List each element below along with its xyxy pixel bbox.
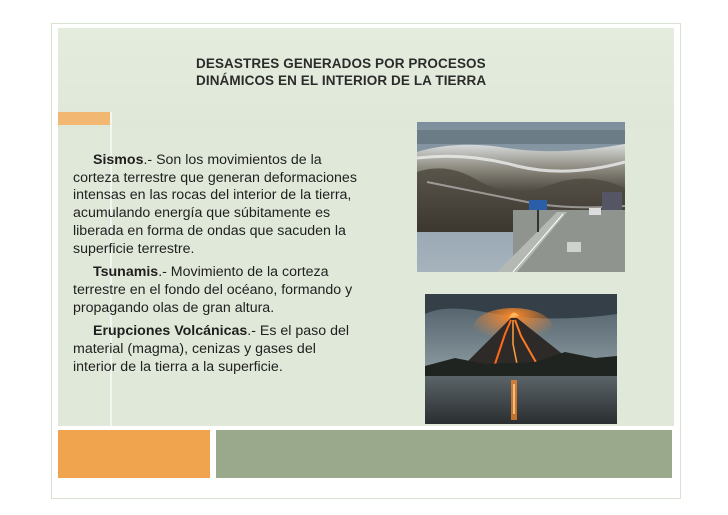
erupciones-line-3: interior de la tierra a la superficie.	[73, 358, 283, 375]
section-tsunamis	[73, 264, 418, 317]
sismos-line-3: intensas en las rocas del interior de la tierra,	[73, 187, 352, 204]
sismos-line-1: .- Son los movimientos de la	[143, 152, 322, 168]
erupciones-line-2: material (magma), cenizas y gases del	[73, 341, 316, 358]
body-text	[73, 152, 418, 382]
section-erupciones	[73, 323, 418, 376]
tsunamis-line-2: terrestre en el fondo del océano, formando y	[73, 281, 353, 298]
sismos-line-4: acumulando energía que súbitamente es	[73, 205, 331, 222]
term-sismos: Sismos	[93, 152, 144, 168]
sismos-line-2: corteza terrestre que generan deformaciones	[73, 169, 357, 186]
tsunami-illustration	[417, 122, 625, 272]
title-line-1: DESASTRES GENERADOS POR PROCESOS	[196, 56, 486, 71]
volcano-eruption-photo	[425, 294, 617, 424]
section-sismos	[73, 152, 418, 258]
term-erupciones: Erupciones Volcánicas	[93, 323, 248, 340]
volcano-illustration	[425, 294, 617, 424]
tsunamis-line-1: .- Movimiento de la corteza	[158, 264, 329, 281]
erupciones-line-1: .- Es el paso del	[247, 323, 350, 340]
tsunamis-line-3: propagando olas de gran altura.	[73, 299, 275, 316]
title-line-2: DINÁMICOS EN EL INTERIOR DE LA TIERRA	[196, 73, 487, 88]
tsunami-wave-photo	[417, 122, 625, 272]
sismos-line-6: superficie terrestre.	[73, 240, 195, 257]
term-tsunamis: Tsunamis	[93, 264, 159, 281]
sismos-line-5: liberada en forma de ondas que sacuden la	[73, 222, 346, 239]
slide-title	[196, 55, 596, 89]
